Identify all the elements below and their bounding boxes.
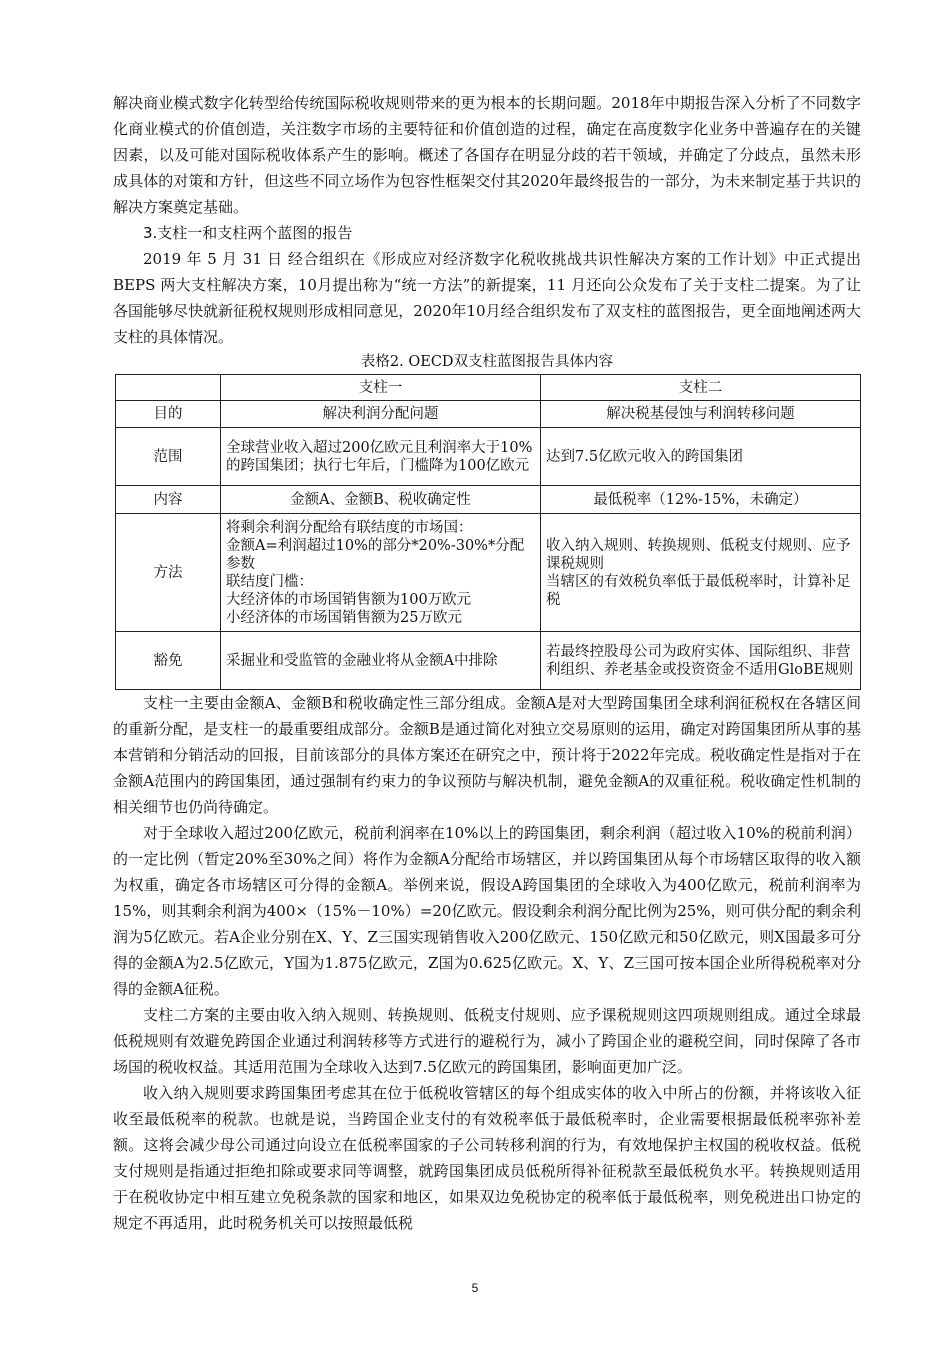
row-label-content: 内容 (116, 486, 221, 514)
paragraph-top: 解决商业模式数字化转型给传统国际税收规则带来的更为根本的长期问题。2018年中期报告深入分析了不同数字化商业模式的价值创造，关注数字市场的主要特征和价值创造的过程，确定在高度数字化业务中普遍存在的关键因素，以及可能对国际税收体系产生的影响。概述了各国存在明显分歧的若干领域，并确定了分歧点，虽然未形成具体的对策和方针，但这些不同立场作为包容性框架交付其2020年最终报告的一部分，为未来制定基于共识的解决方案奠定基础。 (113, 94, 861, 216)
method-pillar-two-line: 当辖区的有效税负率低于最低税率时，计算补足税 (546, 573, 851, 608)
method-pillar-one-line: 小经济体的市场国销售额为25万欧元 (226, 609, 462, 626)
row-label-method: 方法 (116, 514, 221, 632)
table-row-content (116, 486, 861, 514)
content-pillar-one: 金额A、金额B、税收确定性 (221, 486, 541, 514)
section-heading: 3.支柱一和支柱两个蓝图的报告 (143, 224, 353, 242)
pillar-comparison-table (115, 374, 861, 690)
content-pillar-two: 最低税率（12%-15%，未确定） (541, 486, 861, 514)
scope-pillar-two: 达到7.5亿欧元收入的跨国集团 (541, 428, 861, 486)
table-row-method (116, 514, 861, 632)
goal-pillar-two: 解决税基侵蚀与利润转移问题 (541, 401, 861, 428)
method-pillar-two (541, 514, 861, 632)
table-row-exempt (116, 632, 861, 690)
row-label-goal: 目的 (116, 401, 221, 428)
page-number: 5 (471, 1281, 479, 1295)
row-label-exempt: 豁免 (116, 632, 221, 690)
table-row-scope (116, 428, 861, 486)
exempt-pillar-one: 采掘业和受监管的金融业将从金额A中排除 (221, 632, 541, 690)
table-row-goal (116, 401, 861, 428)
goal-pillar-one: 解决利润分配问题 (221, 401, 541, 428)
method-pillar-one-line: 将剩余利润分配给有联结度的市场国： (226, 519, 473, 536)
table-header-row (116, 375, 861, 401)
method-pillar-one-line: 大经济体的市场国销售额为100万欧元 (226, 591, 472, 608)
table-header-pillar-one: 支柱一 (221, 375, 541, 401)
method-pillar-one-line: 联结度门槛： (226, 573, 313, 590)
method-pillar-one-line: 金额A=利润超过10%的部分*20%-30%*分配参数 (226, 537, 525, 572)
paragraph-pillar-two: 支柱二方案的主要由收入纳入规则、转换规则、低税支付规则、应予课税规则这四项规则组成。通过全球最低税规则有效避免跨国企业通过利润转移等方式进行的避税行为，减小了跨国企业的避税空间，同时保障了各市场国的税收权益。其适用范围为全球收入达到7.5亿欧元的跨国集团，影响面更加广泛。 (113, 1006, 861, 1076)
document-page (113, 90, 861, 1236)
paragraph-income-inclusion: 收入纳入规则要求跨国集团考虑其在位于低税收管辖区的每个组成实体的收入中所占的份额，并将该收入征收至最低税率的税款。也就是说，当跨国企业支付的有效税率低于最低税率时，企业需要根据最低税率弥补差额。这将会减少母公司通过向设立在低税率国家的子公司转移利润的行为，有效地保护主权国的税收权益。低税支付规则是指通过拒绝扣除或要求同等调整，就跨国集团成员低税所得补征税款至最低税负水平。转换规则适用于在税收协定中相互建立免税条款的国家和地区，如果双边免税协定的税率低于最低税率，则免税进出口协定的规定不再适用，此时税务机关可以按照最低税 (113, 1084, 861, 1232)
exempt-pillar-two: 若最终控股母公司为政府实体、国际组织、非营利组织、养老基金或投资资金不适用GloBE规则 (541, 632, 861, 690)
paragraph-pillar-one: 支柱一主要由金额A、金额B和税收确定性三部分组成。金额A是对大型跨国集团全球利润征税权在各辖区间的重新分配，是支柱一的最重要组成部分。金额B是通过简化对独立交易原则的运用，确定对跨国集团所从事的基本营销和分销活动的回报，目前该部分的具体方案还在研究之中，预计将于2022年完成。税收确定性是指对于在金额A范围内的跨国集团，通过强制有约束力的争议预防与解决机制，避免金额A的双重征税。税收确定性机制的相关细节也仍尚待确定。 (113, 694, 861, 816)
scope-pillar-one: 全球营业收入超过200亿欧元且利润率大于10%的跨国集团；执行七年后，门槛降为100亿欧元 (221, 428, 541, 486)
paragraph-intro: 2019 年 5 月 31 日 经合组织在《形成应对经济数字化税收挑战共识性解决方案的工作计划》中正式提出 BEPS 两大支柱解决方案，10月提出称为“统一方法”的新提案，11 月还向公众发布了关于支柱二提案。为了让各国能够尽快就新征税权规则形成相同意见，2020年10月经合组织发布了双支柱的蓝图报告，更全面地阐述两大支柱的具体情况。 (113, 250, 861, 346)
paragraph-amount-a-example: 对于全球收入超过200亿欧元，税前利润率在10%以上的跨国集团，剩余利润（超过收入10%的税前利润）的一定比例（暂定20%至30%之间）将作为金额A分配给市场辖区，并以跨国集团从每个市场辖区取得的收入额为权重，确定各市场辖区可分得的金额A。举例来说，假设A跨国集团的全球收入为400亿欧元，税前利润率为15%，则其剩余利润为400×（15%－10%）=20亿欧元。假设剩余利润分配比例为25%，则可供分配的剩余利润为5亿欧元。若A企业分别在X、Y、Z三国实现销售收入200亿欧元、150亿欧元和50亿欧元，则X国最多可分得的金额A为2.5亿欧元，Y国为1.875亿欧元，Z国为0.625亿欧元。X、Y、Z三国可按本国企业所得税税率对分得的金额A征税。 (113, 824, 861, 998)
method-pillar-two-line: 收入纳入规则、转换规则、低税支付规则、应予课税规则 (546, 537, 851, 572)
row-label-scope: 范围 (116, 428, 221, 486)
method-pillar-one (221, 514, 541, 632)
table-header-pillar-two: 支柱二 (541, 375, 861, 401)
table-header-corner (116, 375, 221, 401)
table-caption: 表格2. OECD双支柱蓝图报告具体内容 (360, 354, 614, 370)
